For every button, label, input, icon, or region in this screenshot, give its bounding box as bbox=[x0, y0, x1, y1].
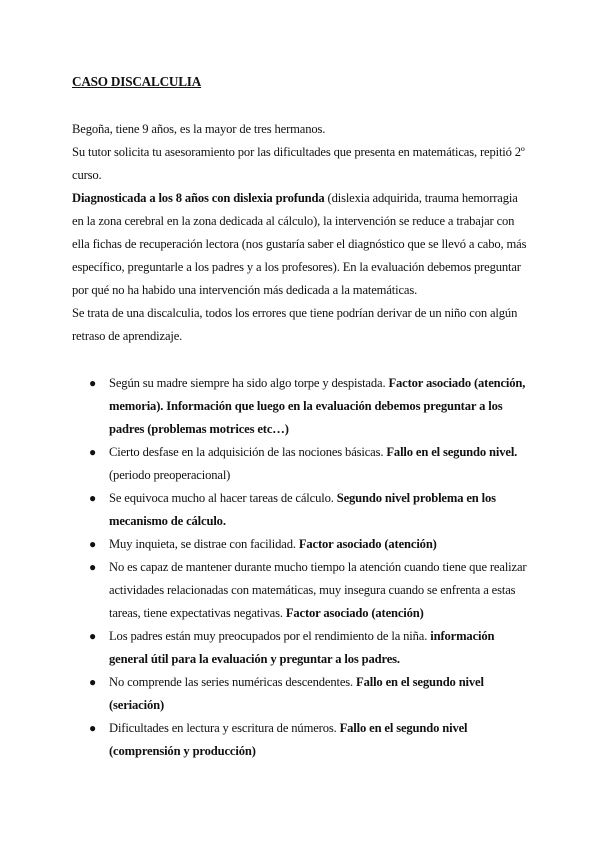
item-text: Cierto desfase en la adquisición de las nociones básicas. bbox=[109, 445, 387, 459]
item-bold-text: Fallo en el segundo nivel (comprensión y producción) bbox=[109, 721, 468, 758]
intro-line-2: Su tutor solicita tu asesoramiento por las dificultades que presenta en matemáticas, repitió 2º curso. bbox=[72, 145, 525, 182]
item-text: No comprende las series numéricas descendentes. bbox=[109, 675, 357, 689]
bullet-icon: ● bbox=[89, 376, 97, 390]
list-item bbox=[72, 625, 532, 671]
bullet-list bbox=[72, 372, 532, 763]
diagnosis-bold: Diagnosticada a los 8 años con dislexia profunda bbox=[72, 191, 325, 205]
list-item bbox=[72, 487, 532, 533]
item-text: Según su madre siempre ha sido algo torpe y despistada. bbox=[109, 376, 389, 390]
bullet-icon: ● bbox=[89, 537, 97, 551]
intro-line-1: Begoña, tiene 9 años, es la mayor de tres hermanos. bbox=[72, 122, 326, 136]
document-title: CASO DISCALCULIA bbox=[72, 74, 202, 89]
bullet-icon: ● bbox=[89, 721, 97, 735]
list-item bbox=[72, 533, 532, 556]
list-item bbox=[72, 556, 532, 625]
item-bold-text: Factor asociado (atención, memoria). Información que luego en la evaluación debemos preguntar a los padres (problemas motrices etc…) bbox=[109, 376, 526, 436]
list-item bbox=[72, 441, 532, 487]
diagnosis-text: (dislexia adquirida, trauma hemorragia en la zona cerebral en la zona dedicada al cálculo), la intervención se reduce a trabajar con ella fichas de recuperación lectora (nos gustaría saber el diagnóstico que se llevó a cabo, más específico, preguntarle a los padres y a los profesores). En la evaluación debemos preguntar por qué no ha habido una intervención más dedicada a la matemáticas. bbox=[72, 191, 527, 297]
list-item bbox=[72, 717, 532, 763]
item-text: Dificultades en lectura y escritura de números. bbox=[109, 721, 340, 735]
diagnosis-paragraph bbox=[72, 187, 532, 302]
bullet-icon: ● bbox=[89, 675, 97, 689]
item-bold-text: Fallo en el segundo nivel (seriación) bbox=[109, 675, 484, 712]
item-bold-text: Segundo nivel problema en los mecanismo de cálculo. bbox=[109, 491, 496, 528]
bullet-icon: ● bbox=[89, 445, 97, 459]
bullet-icon: ● bbox=[89, 491, 97, 505]
item-bold-text: Factor asociado (atención) bbox=[298, 537, 437, 551]
list-item bbox=[72, 671, 532, 717]
item-text: Los padres están muy preocupados por el rendimiento de la niña. bbox=[109, 629, 431, 643]
intro-line-4: Se trata de una discalculia, todos los errores que tiene podrían derivar de un niño con algún retraso de aprendizaje. bbox=[72, 306, 518, 343]
item-bold-text: Fallo en el segundo nivel. bbox=[386, 445, 518, 459]
bullet-icon: ● bbox=[89, 560, 97, 574]
item-text: Se equivoca mucho al hacer tareas de cálculo. bbox=[109, 491, 337, 505]
intro-section bbox=[72, 118, 532, 348]
document-page bbox=[72, 70, 532, 763]
list-item bbox=[72, 372, 532, 441]
item-text: No es capaz de mantener durante mucho tiempo la atención cuando tiene que realizar actividades relacionadas con matemáticas, muy insegura cuando se enfrenta a estas tareas, tiene expectativas negativas. bbox=[109, 560, 527, 620]
item-bold-text: información general útil para la evaluación y preguntar a los padres. bbox=[109, 629, 495, 666]
item-bold-text: Factor asociado (atención) bbox=[285, 606, 424, 620]
item-after-text: (periodo preoperacional) bbox=[109, 468, 231, 482]
item-text: Muy inquieta, se distrae con facilidad. bbox=[109, 537, 299, 551]
bullet-icon: ● bbox=[89, 629, 97, 643]
